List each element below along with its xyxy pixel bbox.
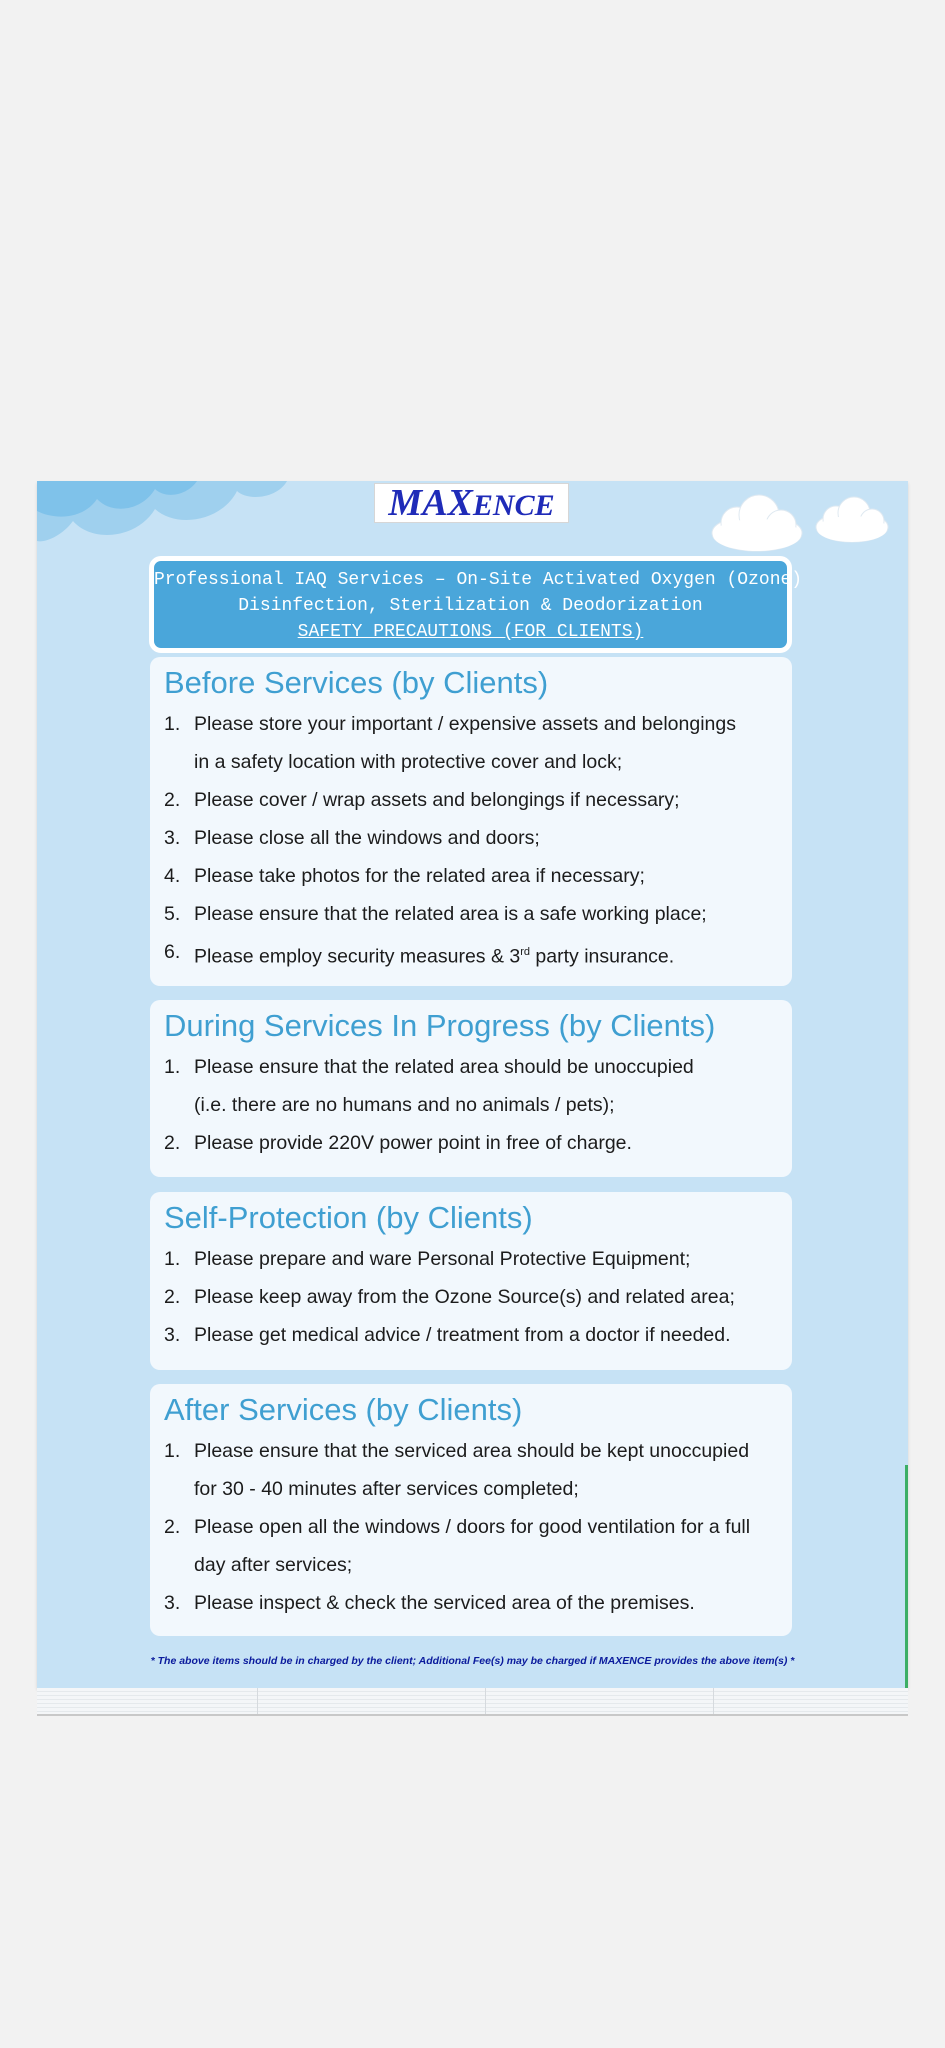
list-item: 2. Please open all the windows / doors for good ventilation for a full day after services;: [164, 1516, 751, 1576]
precaution-list: [164, 1432, 778, 1622]
precaution-list: [164, 705, 778, 976]
section-after-services: [150, 1384, 792, 1636]
header-line-2: Disinfection, Sterilization & Deodorization: [238, 596, 703, 616]
white-cloud-icon: [707, 491, 807, 557]
precaution-list: [164, 1048, 778, 1162]
section-during-services: [150, 1000, 792, 1177]
list-item: 2. Please keep away from the Ozone Source(s) and related area;: [164, 1286, 735, 1308]
list-item: 2. Please provide 220V power point in free of charge.: [164, 1132, 632, 1154]
blue-cloud-decoration: [37, 481, 297, 556]
list-item: 5. Please ensure that the related area is a safe working place;: [164, 903, 707, 925]
services-header-banner: [149, 556, 803, 653]
white-cloud-icon: [812, 493, 892, 549]
maxence-logo: MAXENCE: [374, 483, 569, 523]
list-item: 3. Please get medical advice / treatment from a doctor if needed.: [164, 1324, 731, 1346]
list-item: 1. Please store your important / expensive assets and belongings in a safety location with protective cover and lock;: [164, 713, 736, 773]
section-before-services: [150, 657, 792, 986]
section-title: During Services In Progress (by Clients): [164, 1008, 716, 1043]
edge-accent: [905, 1465, 908, 1688]
section-title: Before Services (by Clients): [164, 665, 549, 700]
bottom-strip: [37, 1688, 908, 1716]
footnote: * The above items should be in charged by the client; Additional Fee(s) may be charged if MAXENCE provides the above item(s) *: [150, 1655, 795, 1667]
precaution-list: [164, 1240, 778, 1354]
safety-poster: [37, 481, 908, 1688]
list-item: 4. Please take photos for the related area if necessary;: [164, 865, 645, 887]
list-item: 1. Please prepare and ware Personal Protective Equipment;: [164, 1248, 691, 1270]
list-item: 3. Please close all the windows and doors;: [164, 827, 540, 849]
safety-precautions-title: SAFETY PRECAUTIONS (FOR CLIENTS): [297, 622, 644, 642]
list-item: 1. Please ensure that the serviced area should be kept unoccupied for 30 - 40 minutes after services completed;: [164, 1440, 750, 1500]
section-title: After Services (by Clients): [164, 1392, 523, 1427]
section-self-protection: [150, 1192, 792, 1370]
list-item: 3. Please inspect & check the serviced area of the premises.: [164, 1592, 695, 1614]
section-title: Self-Protection (by Clients): [164, 1200, 533, 1235]
list-item: 2. Please cover / wrap assets and belongings if necessary;: [164, 789, 680, 811]
list-item: 6. Please employ security measures & 3rd party insurance.: [164, 941, 675, 968]
header-line-1: Professional IAQ Services – On-Site Activated Oxygen (Ozone): [154, 570, 803, 590]
list-item: 1. Please ensure that the related area should be unoccupied (i.e. there are no humans and no animals / pets);: [164, 1056, 694, 1116]
